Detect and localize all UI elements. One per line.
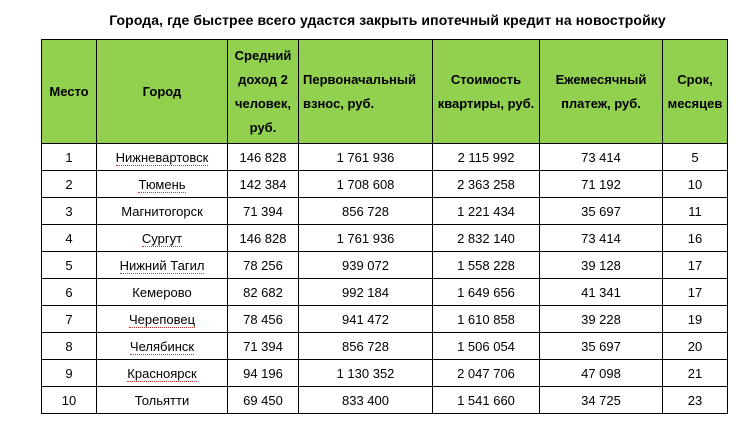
cell-city bbox=[97, 252, 228, 279]
cell-city bbox=[97, 387, 228, 414]
cell-apartment-cost: 1 541 660 bbox=[433, 387, 540, 414]
cell-city bbox=[97, 333, 228, 360]
cell-term: 11 bbox=[663, 198, 728, 225]
city-name: Магнитогорск bbox=[121, 203, 203, 219]
cell-down-payment: 941 472 bbox=[299, 306, 433, 333]
cell-term: 23 bbox=[663, 387, 728, 414]
city-name: Тюмень bbox=[138, 176, 186, 192]
cell-place: 3 bbox=[42, 198, 97, 225]
header-row bbox=[42, 40, 728, 144]
cell-place: 9 bbox=[42, 360, 97, 387]
table-body bbox=[42, 144, 728, 414]
cell-apartment-cost: 1 558 228 bbox=[433, 252, 540, 279]
cell-down-payment: 856 728 bbox=[299, 198, 433, 225]
cell-monthly-payment: 39 228 bbox=[540, 306, 663, 333]
header-monthly-payment: Ежемесячный платеж, руб. bbox=[540, 40, 663, 144]
cell-city bbox=[97, 360, 228, 387]
header-city: Город bbox=[97, 40, 228, 144]
cell-income: 69 450 bbox=[228, 387, 299, 414]
cell-apartment-cost: 1 610 858 bbox=[433, 306, 540, 333]
cell-place: 2 bbox=[42, 171, 97, 198]
cell-place: 4 bbox=[42, 225, 97, 252]
city-name: Челябинск bbox=[129, 338, 195, 354]
cell-term: 21 bbox=[663, 360, 728, 387]
table-row bbox=[42, 198, 728, 225]
cell-place: 6 bbox=[42, 279, 97, 306]
cell-income: 71 394 bbox=[228, 198, 299, 225]
cell-monthly-payment: 71 192 bbox=[540, 171, 663, 198]
cell-term: 19 bbox=[663, 306, 728, 333]
cell-term: 10 bbox=[663, 171, 728, 198]
cell-income: 78 256 bbox=[228, 252, 299, 279]
table-row bbox=[42, 387, 728, 414]
cell-city bbox=[97, 279, 228, 306]
cell-down-payment: 1 708 608 bbox=[299, 171, 433, 198]
cell-income: 142 384 bbox=[228, 171, 299, 198]
header-term: Срок, месяцев bbox=[663, 40, 728, 144]
city-name: Красноярск bbox=[127, 365, 197, 381]
cell-place: 8 bbox=[42, 333, 97, 360]
cell-monthly-payment: 73 414 bbox=[540, 144, 663, 171]
cell-income: 78 456 bbox=[228, 306, 299, 333]
cell-apartment-cost: 1 221 434 bbox=[433, 198, 540, 225]
city-name: Череповец bbox=[128, 311, 196, 327]
cell-term: 17 bbox=[663, 252, 728, 279]
cell-down-payment: 992 184 bbox=[299, 279, 433, 306]
header-down-payment: Первоначальный взнос, руб. bbox=[299, 40, 433, 144]
cell-term: 5 bbox=[663, 144, 728, 171]
cell-monthly-payment: 47 098 bbox=[540, 360, 663, 387]
header-place: Место bbox=[42, 40, 97, 144]
table-row bbox=[42, 279, 728, 306]
table-row bbox=[42, 144, 728, 171]
mortgage-table bbox=[41, 39, 728, 414]
cell-place: 7 bbox=[42, 306, 97, 333]
cell-apartment-cost: 1 506 054 bbox=[433, 333, 540, 360]
cell-down-payment: 1 761 936 bbox=[299, 225, 433, 252]
cell-monthly-payment: 34 725 bbox=[540, 387, 663, 414]
page-title: Города, где быстрее всего удастся закрыть ипотечный кредит на новостройку bbox=[109, 12, 666, 28]
cell-apartment-cost: 2 115 992 bbox=[433, 144, 540, 171]
city-name: Нижний Тагил bbox=[119, 257, 205, 273]
city-name: Нижневартовск bbox=[115, 149, 209, 165]
cell-city bbox=[97, 171, 228, 198]
table-row bbox=[42, 252, 728, 279]
cell-income: 94 196 bbox=[228, 360, 299, 387]
cell-monthly-payment: 35 697 bbox=[540, 333, 663, 360]
cell-term: 16 bbox=[663, 225, 728, 252]
cell-monthly-payment: 39 128 bbox=[540, 252, 663, 279]
city-name: Тольятти bbox=[134, 392, 190, 408]
cell-down-payment: 1 761 936 bbox=[299, 144, 433, 171]
cell-down-payment: 833 400 bbox=[299, 387, 433, 414]
cell-apartment-cost: 2 047 706 bbox=[433, 360, 540, 387]
cell-monthly-payment: 35 697 bbox=[540, 198, 663, 225]
cell-city bbox=[97, 198, 228, 225]
cell-city bbox=[97, 225, 228, 252]
table-row bbox=[42, 306, 728, 333]
city-name: Кемерово bbox=[132, 284, 192, 300]
cell-place: 5 bbox=[42, 252, 97, 279]
cell-term: 17 bbox=[663, 279, 728, 306]
cell-income: 82 682 bbox=[228, 279, 299, 306]
cell-apartment-cost: 2 363 258 bbox=[433, 171, 540, 198]
cell-term: 20 bbox=[663, 333, 728, 360]
cell-city bbox=[97, 144, 228, 171]
cell-income: 146 828 bbox=[228, 144, 299, 171]
city-name: Сургут bbox=[141, 230, 183, 246]
cell-place: 10 bbox=[42, 387, 97, 414]
cell-apartment-cost: 1 649 656 bbox=[433, 279, 540, 306]
cell-monthly-payment: 73 414 bbox=[540, 225, 663, 252]
header-income: Средний доход 2 человек, руб. bbox=[228, 40, 299, 144]
table-row bbox=[42, 225, 728, 252]
cell-down-payment: 856 728 bbox=[299, 333, 433, 360]
cell-apartment-cost: 2 832 140 bbox=[433, 225, 540, 252]
cell-income: 146 828 bbox=[228, 225, 299, 252]
table-row bbox=[42, 360, 728, 387]
cell-down-payment: 1 130 352 bbox=[299, 360, 433, 387]
table-row bbox=[42, 171, 728, 198]
header-apartment-cost: Стоимость квартиры, руб. bbox=[433, 40, 540, 144]
cell-down-payment: 939 072 bbox=[299, 252, 433, 279]
cell-city bbox=[97, 306, 228, 333]
cell-monthly-payment: 41 341 bbox=[540, 279, 663, 306]
cell-place: 1 bbox=[42, 144, 97, 171]
cell-income: 71 394 bbox=[228, 333, 299, 360]
table-row bbox=[42, 333, 728, 360]
